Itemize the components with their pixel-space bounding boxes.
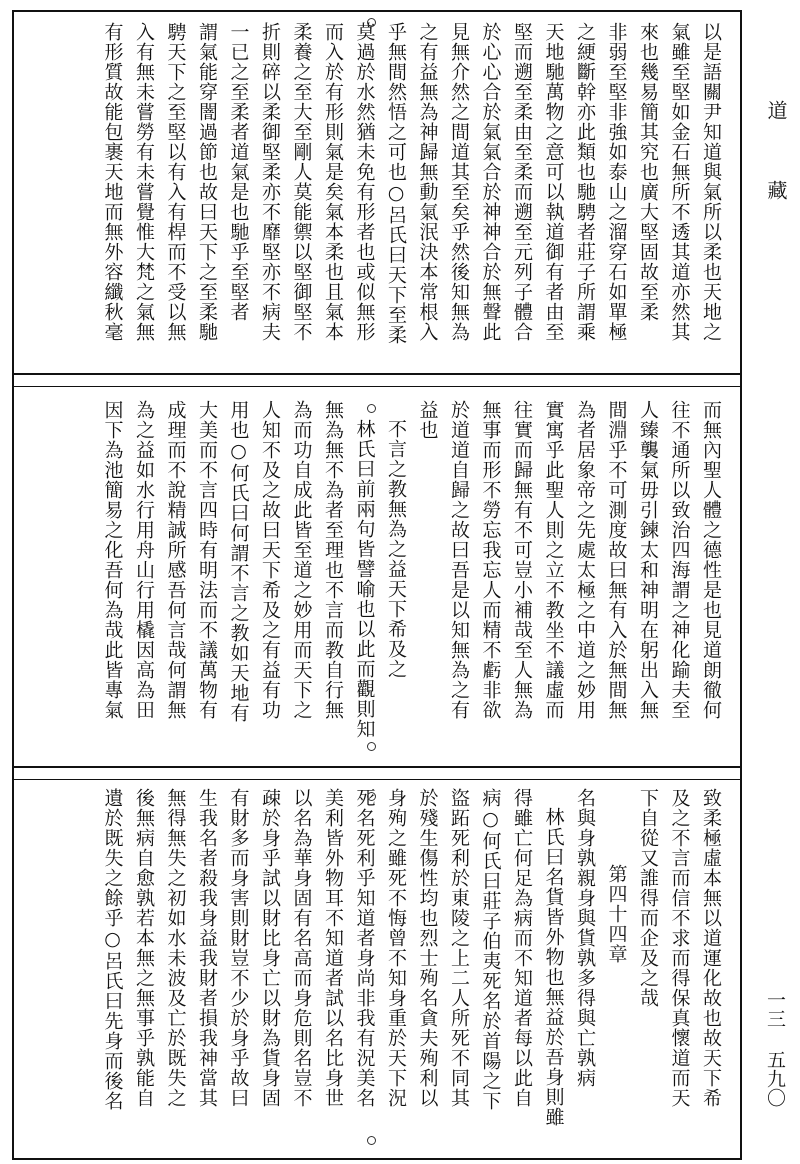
- text-column: 實寓乎此聖人則之立不教坐不議虛而: [542, 400, 565, 720]
- text-column: 得雖亡何足為病而不知道者每以此自: [511, 788, 533, 1108]
- text-column: 莫過於水然猶未免有形者也或似無形: [353, 22, 376, 342]
- text-column: 遺於既失之餘乎○呂氏曰先身而後名: [101, 788, 124, 1111]
- text-column: 生我名者殺我身益我財者損我神當其: [196, 788, 218, 1108]
- margin-sidebar: [752, 0, 800, 1164]
- text-column: 氣雖至堅如金石無所不透其道亦然其: [668, 22, 691, 342]
- text-column: 益也: [416, 400, 439, 440]
- text-column: 天地馳萬物之意可以執道御有者由至: [542, 22, 565, 342]
- text-column: 折則碎以柔御堅柔亦不靡堅亦不病夫: [259, 22, 281, 342]
- text-column: 疎於身乎試以財比身亡以財為貨身固: [259, 788, 281, 1108]
- text-column: 人知不及之故曰天下希及之有益有功: [259, 400, 281, 720]
- register-divider: [12, 766, 742, 780]
- collection-label: 道: [764, 100, 788, 122]
- page-number: 一三 五九〇: [764, 990, 786, 1107]
- text-column: 林氏曰前兩句皆譬喻也以此而觀則知: [353, 419, 376, 739]
- text-column: 後無病自愈孰若本無之無事乎孰能自: [133, 788, 155, 1108]
- text-column: 無為無不為者至理也不言而教自行無: [322, 400, 344, 720]
- text-column: 以是語關尹知道與氣所以柔也天地之: [700, 22, 722, 342]
- text-column: 及之不言而信不求而得保真懷道而天: [668, 788, 691, 1108]
- text-column: 入有無未嘗勞有未嘗覺惟大梵之氣無: [133, 22, 155, 342]
- text-column: 而無內聖人體之德性是也見道朗徹何: [700, 400, 722, 720]
- text-column: 之綆斷幹亦此類也馳騁者莊子所謂乘: [574, 22, 596, 342]
- text-column: 人臻襲氣毋引鍊太和神明在躬出入無: [637, 400, 659, 720]
- text-column: 大美而不言四時有明法而不議萬物有: [196, 400, 218, 720]
- text-column: 盜跖死利於東陵之上二人所死不同其: [448, 788, 470, 1108]
- verse-heading: 不言之教無為之益天下希及之: [385, 419, 407, 679]
- text-column: 以名為華身固有名高而身危則名豈不: [290, 788, 313, 1108]
- text-column: 來也幾易簡其究也廣大堅固故至柔: [637, 22, 659, 322]
- circle-mark: [367, 1136, 376, 1145]
- text-panel-middle: [26, 400, 726, 758]
- text-column: 死名死利乎知道者身尚非我有況美名: [353, 788, 376, 1108]
- text-column: 於殘生傷性均也烈士殉名貪夫殉利以: [416, 788, 439, 1108]
- text-column: 林氏曰名貨皆外物也無益於吾身則雖: [542, 807, 565, 1127]
- text-column: 騁天下之至堅以有入有桿而不受以無: [164, 22, 187, 342]
- text-column: 堅而遡至柔由至柔而遡至元列子體合: [511, 22, 533, 342]
- register-divider: [12, 373, 742, 387]
- text-panel-bottom: [26, 788, 726, 1150]
- text-column: 柔養之至大至剛人莫能禦以堅御堅不: [290, 22, 313, 342]
- text-column: 病○何氏曰莊子伯夷死名於首陽之下: [479, 788, 502, 1111]
- text-column: 謂氣能穿闇過節也故曰天下之至柔馳: [196, 22, 218, 342]
- text-column: 往不通所以致治四海謂之神化踰夫至: [668, 400, 691, 720]
- text-column: 無得無失之初如水未波及亡於既失之: [164, 788, 187, 1108]
- verse-heading: 名與身孰親身與貨孰多得與亡孰病: [574, 788, 596, 1088]
- text-column: 而入於有形則氣是矣氣本柔也且氣本: [322, 22, 344, 342]
- text-column: 有財多而身害則財豈不少於身乎故曰: [227, 788, 250, 1108]
- circle-mark: [367, 792, 376, 801]
- section-label: 藏: [764, 180, 788, 202]
- text-column: 用也○何氏曰何謂不言之教如天地有: [227, 400, 250, 723]
- text-column: 為者居象帝之先處太極之中道之妙用: [574, 400, 596, 720]
- text-column: 間淵乎不可測度故曰無有入於無間無: [605, 400, 628, 720]
- text-column: 為而功自成此皆至道之妙用而天下之: [290, 400, 313, 720]
- text-column: 致柔極虛本無以道運化故也故天下希: [700, 788, 722, 1108]
- text-panel-top: [26, 22, 726, 367]
- text-column: 非弱至堅非強如泰山之溜穿石如單極: [605, 22, 628, 342]
- text-column: 身殉之雖死不悔曾不知身重於天下況: [385, 788, 407, 1108]
- text-column: 有形質故能包裹天地而無外容纖秋毫: [101, 22, 124, 342]
- text-column: 之有益無為神歸無動氣泯決本常根入: [416, 22, 439, 342]
- text-column: 見無介然之間道其至矣乎然後知無為: [448, 22, 470, 342]
- text-column: 為之益如水行用舟山行用橇因高為田: [133, 400, 155, 720]
- chapter-heading: 第四十四章: [605, 864, 628, 964]
- circle-mark: [367, 404, 376, 413]
- text-column: 因下為池簡易之化吾何為哉此皆專氣: [101, 400, 124, 720]
- circle-mark: [367, 18, 376, 27]
- text-column: 下自從又誰得而企及之哉: [637, 788, 659, 1008]
- text-column: 美利皆外物耳不知道者試以名比身世: [322, 788, 344, 1108]
- circle-mark: [367, 742, 376, 751]
- text-column: 於心心合於氣氣合於神神合於無聲此: [479, 22, 502, 342]
- text-column: 於道道自歸之故曰吾是以知無為之有: [448, 400, 470, 720]
- text-column: 成理而不說精誠所感吾何言哉何謂無: [164, 400, 187, 720]
- text-column: 往實而歸無有不可豈小補哉至人無為: [511, 400, 533, 720]
- text-column: 無事而形不勞忘我忘人而精不虧非欲: [479, 400, 502, 720]
- text-column: 乎無間然悟之可也○呂氏曰天下至柔: [385, 22, 407, 345]
- text-column: 一已之至柔者道氣是也馳乎至堅者: [227, 22, 250, 322]
